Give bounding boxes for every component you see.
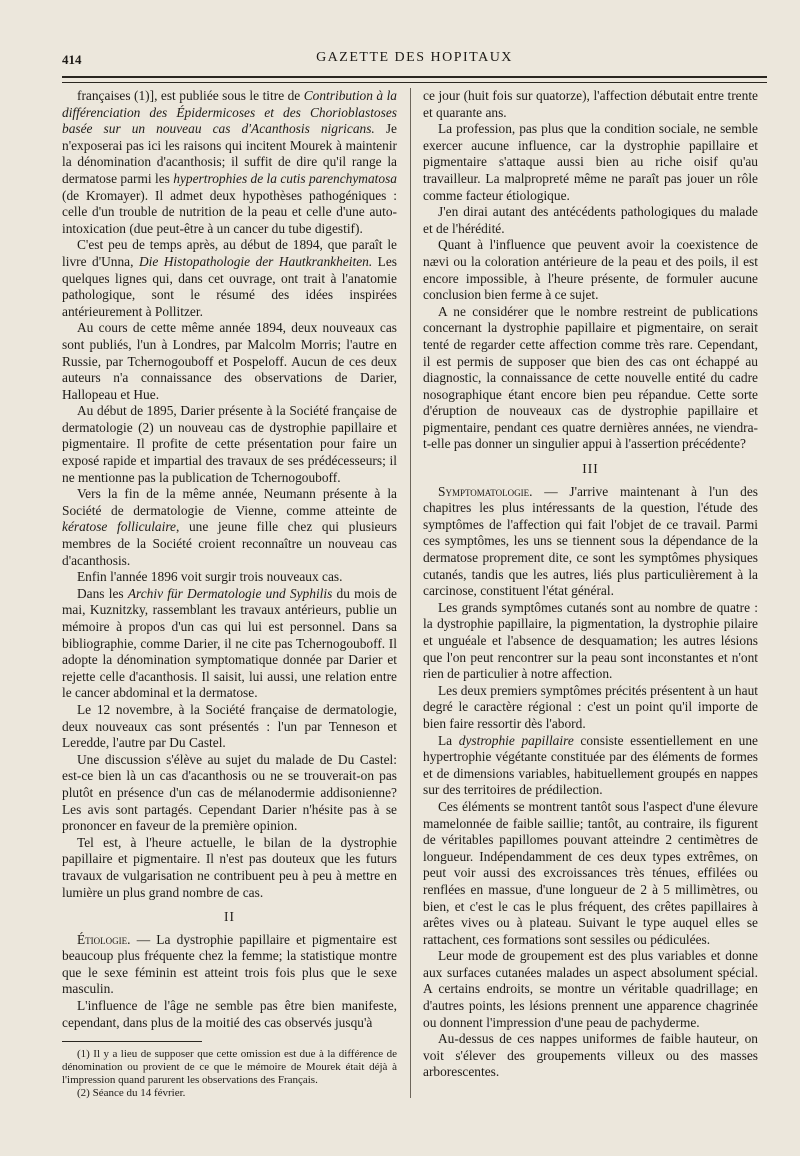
page-header (62, 48, 767, 72)
etiologie-label: Étiologie. (77, 931, 131, 947)
footnote-2: (2) Séance du 14 février. (77, 1087, 186, 1100)
paragraph: Dans les Archiv für Dermatologie und Syphilis du mois de mai, Kuznitzky, rassemblant les travaux antérieurs, publie un mémoire à propos d'un cas qui lui est personnel. Dans sa bibliographie, comme Darier, il ne cite pas Tchernogouboff. Il adopte la dénomination symptomatique donnée par Darier et rejette celle d'acanthosis. Il saisit, lui aussi, une relation entre le cancer abdominal et la dermatose. (62, 585, 397, 701)
paragraph: C'est peu de temps après, au début de 1894, que paraît le livre d'Unna, Die Histopathologie der Hautkrankheiten. Les quelques lignes qui, dans cet ouvrage, ont trait à l'anatomie pathologique, sont le résumé des idées inspirées antérieurement à Pollitzer. (62, 237, 397, 319)
symptomatologie-label: Symptomatologie. (438, 483, 533, 499)
header-rule (62, 76, 767, 83)
paragraph: Au-dessus de ces nappes uniformes de faible hauteur, on voit s'élever des groupements villeux ou des masses arborescentes. (423, 1031, 758, 1080)
paragraph: Vers la fin de la même année, Neumann présente à la Société de dermatologie de Vienne, comme atteinte de kératose folliculaire, une jeune fille chez qui plusieurs membres de la Société croient reconnaître un nouveau cas d'acanthosis. (62, 486, 397, 568)
paragraph: Ces éléments se montrent tantôt sous l'aspect d'une élevure mamelonnée de faible saillie; tantôt, au contraire, ils figurent de véritables papillomes pouvant atteindre 2 centimètres de longueur. Indépendamment de ces deux types extrêmes, on peut voir aussi des excroissances très ténues, effilées ou renflées en massue, d'une longueur de 2 à 5 millimètres, ou bien, et c'est le cas le plus fréquent, des crêtes papillaires à arêtes vives ou à plateau. Suivant le type auquel elles se rattachent, ces formations sont sessiles ou pédiculées. (423, 798, 758, 947)
paragraph: La dystrophie papillaire consiste essentiellement en une hypertrophie végétante constituée par des éléments de formes et de dimensions variables, habituellement groupés en nappes sur des territoires de prédilection. (423, 732, 758, 798)
section-heading-2: II (224, 909, 235, 925)
paragraph: Au début de 1895, Darier présente à la Société française de dermatologie (2) un nouveau cas de dystrophie papillaire et pigmentaire. Il profite de cette présentation pour faire un exposé rapide et impartial des travaux de ses prédécesseurs; il ne mentionne pas la publication de Tchernogouboff. (62, 403, 397, 485)
paragraph: J'en dirai autant des antécédents pathologiques du malade et de l'hérédité. (423, 204, 758, 236)
paragraph: Étiologie. — La dystrophie papillaire et pigmentaire est beaucoup plus fréquente chez la femme; la statistique montre que le sexe féminin est atteint trois fois plus que le sexe masculin. (62, 931, 397, 997)
paragraph: Le 12 novembre, à la Société française de dermatologie, deux nouveaux cas sont présentés : l'un par Tenneson et Leredde, l'autre par Du Castel. (62, 701, 397, 751)
paragraph: Leur mode de groupement est des plus variables et donne aux surfaces cutanées malades un aspect absolument spécial. A certains endroits, se montre un véritable quadrillage; en d'autres points, les lésions prennent une apparence chagrinée ou donnent l'impression d'une peau de pachyderme. (423, 948, 758, 1030)
section-heading-3: III (582, 461, 599, 477)
right-column (423, 88, 758, 1128)
footnote-1: (1) Il y a lieu de supposer que cette omission est due à la différence de dénomination ou provient de ce que le mémoire de Mourek était déjà à l'impression quand parurent les observations des Français. (62, 1048, 397, 1087)
paragraph: Les deux premiers symptômes précités présentent à un haut degré le caractère régional : c'est un point qu'il importe de bien faire ressortir dès l'abord. (423, 682, 758, 731)
paragraph: ce jour (huit fois sur quatorze), l'affection débutait entre trente et quarante ans. (423, 88, 758, 120)
paragraph: A ne considérer que le nombre restreint de publications concernant la dystrophie papillaire et pigmentaire, on serait tenté de regarder cette affection comme très rare. Cependant, il est permis de supposer que bien des cas ont échappé au diagnostic, la connaissance de cette nouvelle entité du cadre nosographique étant encore bien peu répandue. Cette sorte d'éruption de nouveaux cas de dystrophie papillaire et pigmentaire, pendant ces quatre dernières années, ne viendra-t-elle pas donner un singulier appui à l'assertion précédente? (423, 303, 758, 452)
paragraph: Symptomatologie. — J'arrive maintenant à l'un des chapitres les plus intéressants de la question, l'étude des symptômes de l'affection qui fait l'objet de ce travail. Parmi ces symptômes, les uns se tiennent sous la dépendance de la dermatose proprement dite, ce sont les symptômes physiques cutanés, tandis que les autres, liés plus particulièrement à la carcinose, constituent l'état général. (423, 483, 758, 599)
paragraph: françaises (1)], est publiée sous le titre de Contribution à la différenciation des Épidermicoses et des Chorioblastoses basée sur un nouveau cas d'Acanthosis nigricans. Je n'exposerai pas ici les raisons qui incitent Mourek à maintenir la dénomination d'acanthosis; il suffit de dire qu'il range la dermatose parmi les hypertrophies de la cutis parenchymatosa (de Kromayer). Il admet deux hypothèses pathogéniques : celle d'un trouble de nutrition de la peau et celle d'une auto-intoxication (due peut-être à un cancer du tube digestif). (62, 88, 397, 236)
page-number: 414 (62, 52, 82, 67)
column-divider (410, 88, 411, 1098)
paragraph: Tel est, à l'heure actuelle, le bilan de la dystrophie papillaire et pigmentaire. Il n'est pas douteux que les futurs travaux de vulgarisation ne contribuent peu à peu à mettre en lumière un plus grand nombre de cas. (62, 834, 397, 900)
running-title: GAZETTE DES HOPITAUX (316, 50, 513, 65)
paragraph: L'influence de l'âge ne semble pas être bien manifeste, cependant, dans plus de la moitié des cas observés jusqu'à (62, 998, 397, 1030)
paragraph: Une discussion s'élève au sujet du malade de Du Castel: est-ce bien là un cas d'acanthosis ou ne se trouverait-on pas plutôt en présence d'un cas de mélanodermie addisonienne? Les avis sont partagés. Cependant Darier n'hésite pas à se prononcer en faveur de la première opinion. (62, 751, 397, 834)
paragraph: Les grands symptômes cutanés sont au nombre de quatre : la dystrophie papillaire, la pigmentation, la dystrophie pilaire et unguéale et l'absence de desquamation; les autres lésions que l'on peut rencontrer sur la peau sont inconstantes et n'ont rien de particulier à notre affection. (423, 599, 758, 682)
left-column (62, 88, 397, 1128)
footnote-rule (62, 1041, 202, 1042)
paragraph: Au cours de cette même année 1894, deux nouveaux cas sont publiés, l'un à Londres, par Malcolm Morris; l'autre en Russie, par Tchernogouboff et Pospeloff. Aucun de ces deux auteurs n'a connaissance des observations de Darier, Hallopeau et Hue. (62, 320, 397, 402)
paragraph: La profession, pas plus que la condition sociale, ne semble exercer aucune influence, car la dystrophie papillaire et pigmentaire s'attaque aussi bien au riche oisif qu'au travailleur. La malpropreté même ne paraît pas jouer un rôle comme facteur étiologique. (423, 121, 758, 203)
paragraph: Enfin l'année 1896 voit surgir trois nouveaux cas. (77, 569, 343, 585)
paragraph: Quant à l'influence que peuvent avoir la coexistence de nævi ou la coloration antérieure de la peau et des poils, il est encore impossible, à l'heure présente, de formuler aucune conclusion bien ferme à ce sujet. (423, 237, 758, 303)
